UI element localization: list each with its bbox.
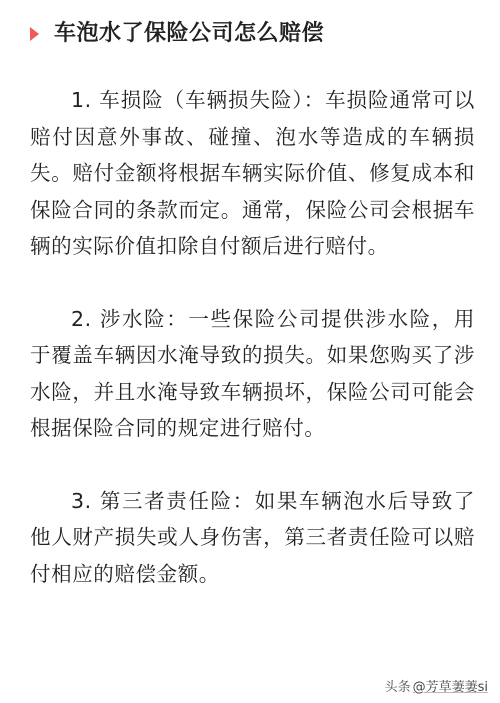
triangle-marker-icon	[30, 27, 39, 41]
watermark-platform: 头条	[384, 680, 411, 695]
paragraph-wading-insurance: 2. 涉水险：一些保险公司提供涉水险，用于覆盖车辆因水淹导致的损失。如果您购买了涉水险，并且水淹导致车辆损坏，保险公司可能会根据保险合同的规定进行赔付。	[30, 306, 475, 440]
paragraph-collision-insurance: 1. 车损险（车辆损失险）：车损险通常可以赔付因意外事故、碰撞、泡水等造成的车辆损失。赔付金额将根据车辆实际价值、修复成本和保险合同的条款而定。通常，保险公司会根据车辆的实际价值扣除自付额后进行赔付。	[30, 88, 475, 258]
article-title: 车泡水了保险公司怎么赔偿	[54, 21, 325, 46]
paragraph-third-party-insurance: 3. 第三者责任险：如果车辆泡水后导致了他人财产损失或人身伤害，第三者责任险可以赔付相应的赔偿金额。	[30, 488, 475, 586]
article-header	[0, 14, 500, 54]
watermark	[385, 676, 488, 695]
article-body	[30, 82, 475, 592]
watermark-author-link[interactable]: @芳草萋萋si	[412, 680, 488, 695]
